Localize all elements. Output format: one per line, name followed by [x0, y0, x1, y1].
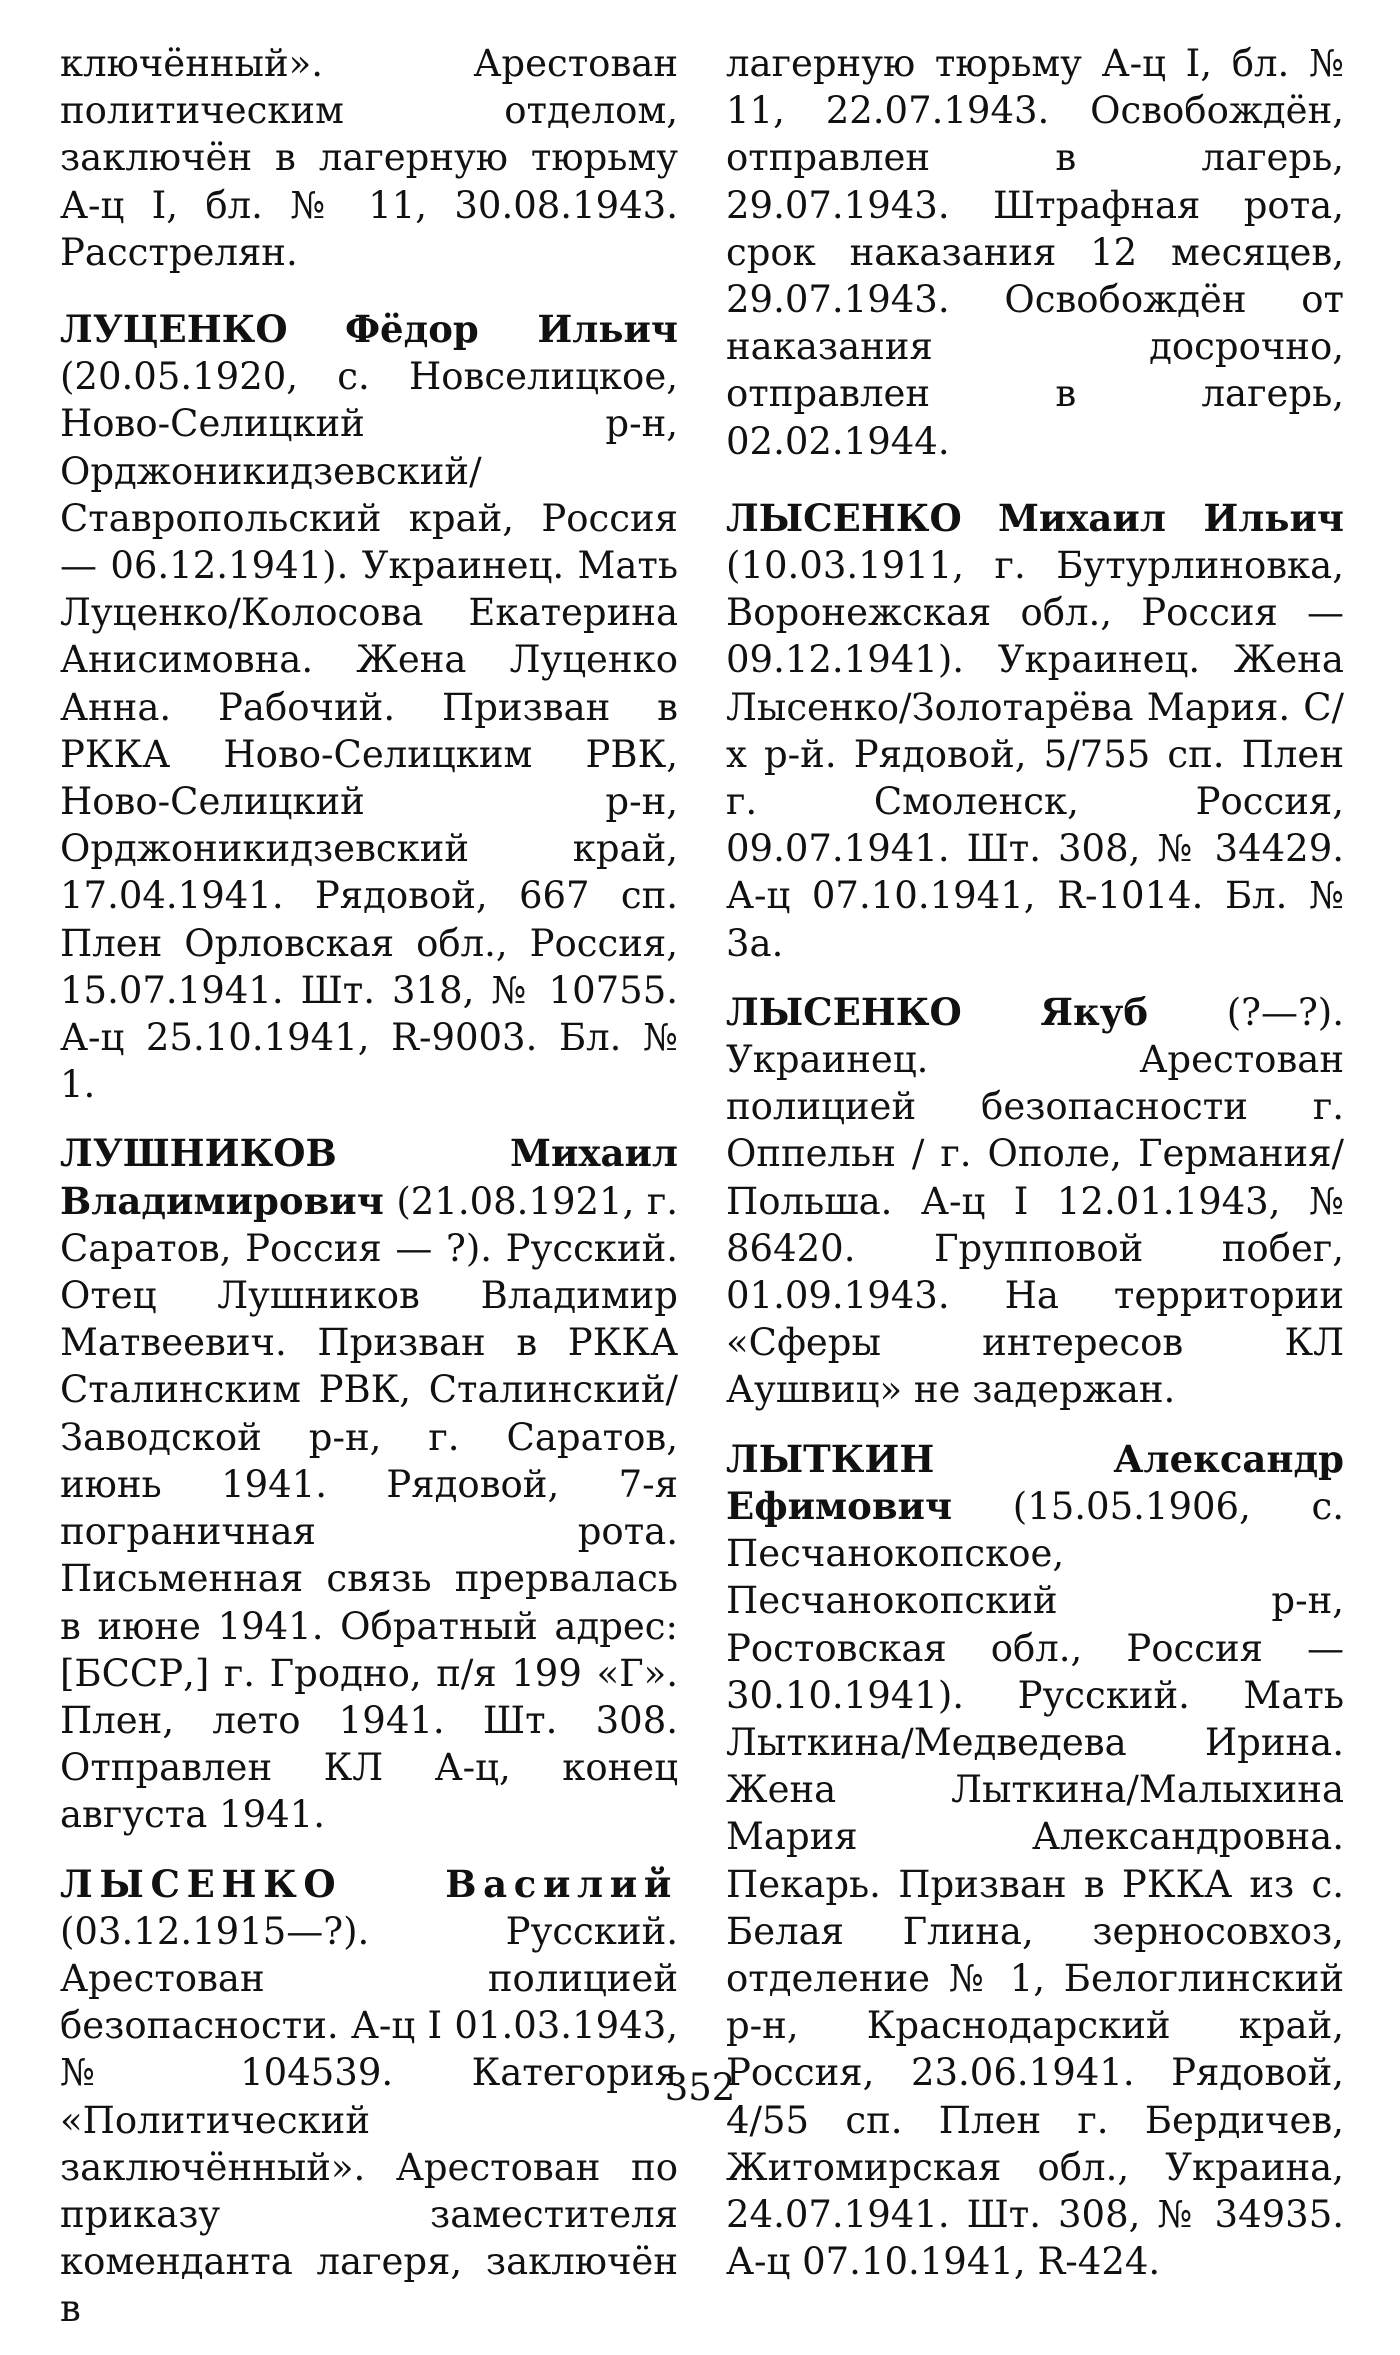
entry-given-name: Василий [445, 1861, 678, 1906]
entry-text: (?—?). Украинец. Арестован полицией безопасности г. Оппельн / г. Ополе, Германия/Польша. А-ц I 12.01.1943, № 86420. Групповой побег, 01.09.1943. На территории «Сферы интересов КЛ Аушвиц» не задержан. [726, 990, 1344, 1412]
entry-given-name: Михаил Ильич [997, 495, 1345, 540]
continued-entry-text: ключённый». Арестован политическим отделом, заключён в лагерную тюрьму А-ц I, бл. № 11, 30.08.1943. Расстрелян. [60, 42, 678, 274]
entry-surname: ЛУШНИКОВ [60, 1131, 337, 1176]
entry-lysenko-mikhail [726, 495, 1344, 967]
entry-given-name: Михаил Владимирович [60, 1131, 678, 1223]
entry-surname: ЛУЦЕНКО [60, 307, 288, 352]
entry-text: (21.08.1921, г. Саратов, Россия — ?). Русский. Отец Лушников Владимир Матвеевич. Призван в РККА Сталинским РВК, Сталинский/Заводской р-н, г. Саратов, июнь 1941. Рядовой, 7-я пограничная рота. Письменная связь прервалась в июне 1941. Обратный адрес: [БССР,] г. Гродно, п/я 199 «Г». Плен, лето 1941. Шт. 308. Отправлен КЛ А-ц, конец августа 1941. [60, 1179, 678, 1837]
page-number: 352 [664, 2066, 736, 2109]
entry-surname: ЛЫТКИН [726, 1436, 935, 1481]
right-column [726, 40, 1344, 2307]
entry-text: (20.05.1920, с. Новселицкое, Ново-Селицкий р-н, Орджоникидзевский/Ставропольский край, Россия — 06.12.1941). Украинец. Мать Луценко/Колосова Екатерина Анисимовна. Жена Луценко Анна. Рабочий. Призван в РККА Ново-Селицким РВК, Ново-Селицкий р-н, Орджоникидзевский край, 17.04.1941. Рядовой, 667 сп. Плен Орловская обл., Россия, 15.07.1941. Шт. 318, № 10755. А-ц 25.10.1941, R-9003. Бл. № 1. [60, 355, 678, 1107]
entry-text: (03.12.1915—?). Русский. Арестован полицией безопасности. А-ц I 01.03.1943, № 104539. Категория «Политический заключённый». Арестован по приказу заместителя коменданта лагеря, заключён в [60, 1909, 678, 2331]
entry-text: (15.05.1906, с. Песчанокопское, Песчанокопский р-н, Ростовская обл., Россия — 30.10.1941). Русский. Мать Лыткина/Медведева Ирина. Жена Лыткина/Малыхина Мария Александровна. Пекарь. Призван в РККА из с. Белая Глина, зерносовхоз, отделение № 1, Белоглинский р-н, Краснодарский край, Россия, 23.06.1941. Рядовой, 4/55 сп. Плен г. Бердичев, Житомирская обл., Украина, 24.07.1941. Шт. 308, № 34935. А-ц 07.10.1941, R-424. [726, 1484, 1344, 2284]
entry-lysenko-yakub [726, 989, 1344, 1414]
entry-surname: ЛЫСЕНКО [60, 1861, 343, 1906]
entry-lutsenko-fedor [60, 306, 678, 1108]
entry-surname: ЛЫСЕНКО [726, 495, 962, 540]
left-column [60, 40, 678, 2355]
entry-text: (10.03.1911, г. Бутурлиновка, Воронежская обл., Россия — 09.12.1941). Украинец. Жена Лысенко/Золотарёва Мария. С/х р-й. Рядовой, 5/755 сп. Плен г. Смоленск, Россия, 09.07.1941. Шт. 308, № 34429. А-ц 07.10.1941, R-1014. Бл. № 3а. [726, 544, 1344, 965]
entry-given-name: Фёдор Ильич [344, 307, 679, 352]
entry-surname: ЛЫСЕНКО [726, 989, 962, 1034]
entry-given-name: Якуб [1040, 989, 1149, 1034]
entry-given-name: Александр Ефимович [726, 1436, 1344, 1528]
entry-lytkin-aleksandr [726, 1436, 1344, 2286]
continued-entry-text: лагерную тюрьму А-ц I, бл. № 11, 22.07.1943. Освобождён, отправлен в лагерь, 29.07.1943. Штрафная рота, срок наказания 12 месяцев, 29.07.1943. Освобождён от наказания досрочно, отправлен в лагерь, 02.02.1944. [726, 42, 1344, 463]
entry-lushnikov-mikhail [60, 1130, 678, 1838]
